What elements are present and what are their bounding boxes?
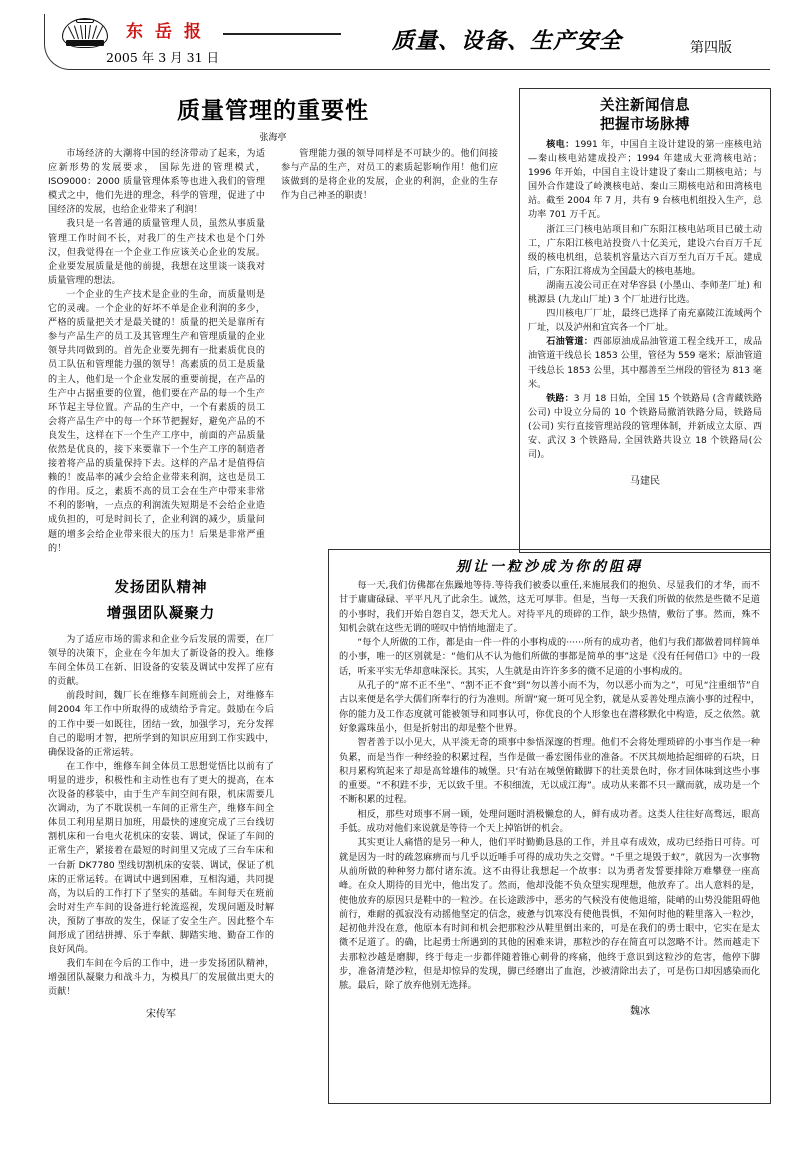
team-article-signoff: 宋传军 xyxy=(146,1009,176,1021)
essay-signoff: 魏冰 xyxy=(630,1005,650,1017)
paragraph: 为了适应市场的需求和企业今后发展的需要，在厂领导的决策下，企业在今年加大了新设备的投入。维修车间全体员工在新、旧设备的安装及调试中发挥了应有的贡献。 xyxy=(48,635,274,688)
paragraph: 一个企业的生产技术是企业的生命，而质量则是它的灵魂。一个企业的好坏不单是企业利润的多少，严格的质量把关才是最关键的！质量的把关是靠所有参与产品生产的员工及其管理生产和管理质量的企业领导共同做到的。首先企业要先拥有一批素质优良的员工队伍和管理能力强的领导！高素质的员工是质量的主人，他们是一个企业发展的重要前提，在产品的生产中占据重要的位置，他们要在产品的每一个生产环节起主导位置。产品的生产中，一个有素质的员工会将产品生产中的每一个环节把握好，避免产品的不良发生，这样在下一个生产工序中，前面的产品质量依然是优良的，接下来要靠下一个生产工序的制造者接着将产品的质量保持下去。这样的产品才是值得信赖的！废品率的减少会给企业带来利润，这也是员工的作用。反之，素质不高的员工会在生产中带来非常不利的影响，一点点的利润流失短期是不会给企业造成负担的，可是时间长了，企业利润的减少，质量问题的增多会给企业带来很大的压力！后果是非常严重的！ xyxy=(48,289,265,554)
news-item-text: 1991 年，中国自主设计建设的第一座核电站—秦山核电站建成投产；1994 年建成大亚湾核电站；1996 年开始，中国自主设计建设了秦山二期核电站；与国外合作建设了岭澳核电站、秦山三期核电站和田湾核电站。截至 2004 年 7 月，共有 9 台核电机组投入生产，总功率 701 万千瓦。 xyxy=(528,140,762,221)
team-article-body xyxy=(48,633,274,999)
team-article-title: 发扬团队精神 xyxy=(114,579,208,596)
news-box-headline-line2: 把握市场脉搏 xyxy=(600,116,690,133)
section-title: 质量、设备、生产安全 xyxy=(392,28,623,54)
news-item xyxy=(528,223,762,279)
news-item xyxy=(528,392,762,462)
news-item-text: 西部原油成品油管道工程全线开工，成品油管道干线总长 1853 公里，管径为 559 毫米；原油管道干线总长 1853 公里，其中鄯善至兰州段的管径为 813 毫米。 xyxy=(528,337,762,390)
paragraph: 从孔子的“席不正不坐”、“割不正不食”到“勿以善小而不为，勿以恶小而为之”，可见“注重细节”自古以来便是名学大儒们所奉行的行为准则。所谓“窥一斑可见全豹，就是从妥善处理点滴小事的过程中，你的能力及工作态度就可能被领导和同事认可，你优良的个人形象也在潜移默化中构造，反之依然。就好象露珠虽小，但是折射出的却是整个世界。 xyxy=(339,680,760,734)
news-item-lead: 核电： xyxy=(546,140,575,150)
news-item xyxy=(528,279,762,307)
masthead-divider-line xyxy=(223,33,341,35)
paragraph: “每个人所做的工作，都是由一件一件的小事构成的······所有的成功者，他们与我们都做着同样简单的小事，唯一的区别就是：“他们从不认为他们所做的事都是简单的事”这是《没有任何借口》中的一段话，听来平实无华却意味深长。其实，人生就是由许许多多的微不足道的小事构成的。 xyxy=(339,637,760,677)
bell-emblem-icon xyxy=(62,18,108,48)
news-box xyxy=(519,88,771,553)
team-article xyxy=(48,575,274,1020)
paragraph: 前段时间，魏厂长在维修车间班前会上，对维修车间2004 年工作中所取得的成绩给予肯定。鼓励在今后的工作中要一如既往，团结一致，加强学习，充分发挥自己的聪明才智，把所学到的知识应用到工作实践中，确保设备的正常运转。 xyxy=(48,691,274,758)
main-article-byline: 张海亭 xyxy=(259,133,287,143)
essay-body xyxy=(339,579,760,994)
news-item-text: 3 月 18 日始，全国 15 个铁路局 (含青藏铁路公司) 中设立分局的 10 个铁路局撤消铁路分局，铁路局 (公司) 实行直接管理站段的管理体制，并新成立太原、西安、武汉 3 个铁路局, 全国铁路共设立 18 个铁路局(公司)。 xyxy=(528,393,762,461)
paper-name: 东岳报 xyxy=(126,22,213,42)
masthead xyxy=(40,8,770,70)
main-article-title: 质量管理的重要性 xyxy=(177,97,369,124)
news-item xyxy=(528,335,762,391)
paragraph: 管理能力强的领导同样是不可缺少的。他们间接参与产品的生产，对员工的素质起影响作用！他们应该做到的是将企业的发展，企业的利润，企业的生存作为自己神圣的职责！ xyxy=(281,149,498,202)
paragraph: 我只是一名普通的质量管理人员，虽然从事质量管理工作时间不长，对我厂的生产技术也是个门外汉，但我觉得在一个企业工作应该关心企业的发展。企业要发展质量是他的前提，我想在这里谈一谈我对质量管理的想法。 xyxy=(48,219,265,286)
paragraph: 智者善于以小见大，从平淡无奇的琐事中参悟深邃的哲理。他们不会将处理琐碎的小事当作是一种负累，而是当作一种经验的积累过程，当作是做一番宏图伟业的准备。不厌其烦地拾起细碎的石块，日积月累构筑起来了却是高耸雄伟的城堡。只‘有站在城堡俯瞰脚下的壮美景色时，你才回体味到这些小事的重要。“不积跬不步，无以致千里。不积细流，无以成江海”。成功从来都不只一蹴而就，成功是一个不断积累的过程。 xyxy=(339,737,760,806)
news-item xyxy=(528,307,762,335)
paragraph: 市场经济的大潮将中国的经济带动了起来，为适应新形势的发展要求， 国际先进的管理模式， ISO9000：2000 质量管理体系等也进入我们的管理模式之中，他们先进的理念，科学的管理，促进了中国经济的发展，也给企业带来了利润！ xyxy=(48,149,265,216)
issue-date: 2005 年 3 月 31 日 xyxy=(106,50,220,65)
news-item-text: 湖南五凌公司正在对华容县 (小墨山、李师垄厂址) 和桃源县 (九龙山厂址) 3 个厂址进行比选。 xyxy=(528,280,762,306)
paragraph: 每一天,我们仿佛都在焦躁地等待.等待我们被委以重任,来施展我们的抱负、尽显我们的才华，而不甘于庸庸碌碌、平平凡凡了此余生。诚然，这无可厚非。但是，当每一天我们所做的依然是些微不足道的小事时，我们开始自怨自艾，怨天尤人。对待平凡的琐碎的工作，缺少热情，敷衍了事。然而，殊不知机会就在这些无谓的嗟叹中悄悄地溜走了。 xyxy=(339,580,760,634)
news-item-text: 浙江三门核电站项目和广东阳江核电站项目已破土动工，广东阳江核电站投资八十亿美元，建设六台百万千瓦级的核电机组，总装机容量达六百万至九百万千瓦。建成后，广东阳江将成为全国最大的核电基地。 xyxy=(528,224,762,277)
page-number: 第四版 xyxy=(690,40,732,56)
news-item-text: 四川核电厂厂址，最终已选择了南充嘉陵江流域两个厂址，以及泸州和宜宾各一个厂址。 xyxy=(528,309,762,334)
news-item-lead: 石油管道： xyxy=(546,337,594,348)
essay-title: 别让一粒沙成为你的阻碍 xyxy=(456,559,643,575)
paragraph: 我们车间在今后的工作中，进一步发扬团队精神，增强团队凝聚力和战斗力，为模具厂的发展做出更大的贡献！ xyxy=(48,959,274,998)
bell-rays-icon xyxy=(74,25,96,39)
team-article-subtitle: 增强团队凝聚力 xyxy=(106,605,216,622)
news-item-lead: 铁路： xyxy=(546,393,574,404)
news-box-headline-line1: 关注新闻信息 xyxy=(600,97,690,114)
essay-box xyxy=(328,549,771,1104)
main-article-body xyxy=(48,147,498,557)
paragraph: 在工作中，维修车间全体员工思想觉悟比以前有了明显的进步，积极性和主动性也有了更大的提高，在本次设备的移装中，由于生产车间空间有限，机床需要几次调动，为了不耽误机一车间的正常生产，维修车间全体员工利用星期日加班，用最快的速度完成了三台线切割机床和一台电火花机床的安装、调试，保证了车间的正常生产，紧接着在最短的时间里又完成了三台车床和一台新 DK7780 型线切割机床的安装、调试，保证了机床的正常运转。在调试中遇到困难，互相沟通，共同提高，为以后的工作打下了坚实的基础。车间每天在班前会时对生产车间的设备进行轮流巡视，发现问题及时解决，预防了事故的发生，保证了安全生产。因此整个车间形成了团结拼搏、乐于奉献、脚踏实地、勤奋工作的良好风尚。 xyxy=(48,761,274,956)
news-box-body xyxy=(528,138,762,462)
main-article xyxy=(48,92,498,557)
news-item xyxy=(528,138,762,223)
news-box-signoff: 马建民 xyxy=(630,476,660,488)
paragraph: 其实更让人痛惜的是另一种人，他们平时勤勤恳恳的工作，并且卓有成效，成功已经指日可待。可就是因为一时的疏忽麻痹而与几乎以近唾手可得的成功失之交臂。“千里之堤毁于蚁”，就因为一次事物从前所做的种种努力都付诸东流。这不由得让我想起一个故事：以为勇者发誓要排除万难攀登一座高峰。在众人期待的目光中，他出发了。然而，他却没能不负众望实现理想，他放弃了。出人意料的是，使他放弃的原因只是鞋中的一粒沙。在长途跋涉中，恶劣的气候没有使他退缩，陡峭的山势没能阻碍他前行，难耐的孤寂没有动摇他坚定的信念，疲惫与饥寒没有使他畏惧，不知何时他的鞋里落入一粒沙，起初他并没在意，他原本有时间和机会把那粒沙从鞋里倒出来的，可是在我们的勇士眼中，它实在是太微不足道了。的确，比起勇士所遇到的其他的困难来讲，那粒沙的存在简直可以忽略不计。然而越走下去那粒沙越是磨脚，终于每走一步都伴随着锥心刺骨的疼痛，他终于意识到这粒沙的危害，他停下脚步，准备清楚沙粒，但是却惊异的发现，脚已经磨出了血泡，沙被清除出去了，可是伤口却因感染而化脓。最后，除了放弃他别无选择。 xyxy=(339,837,760,992)
paragraph: 相反，那些对琐事不屑一顾，处理问题时消极懒怠的人，鲜有成功者。这类人往往好高骛远，眼高手低。成功对他们来说就是等待一个天上掉馅饼的机会。 xyxy=(339,808,760,835)
